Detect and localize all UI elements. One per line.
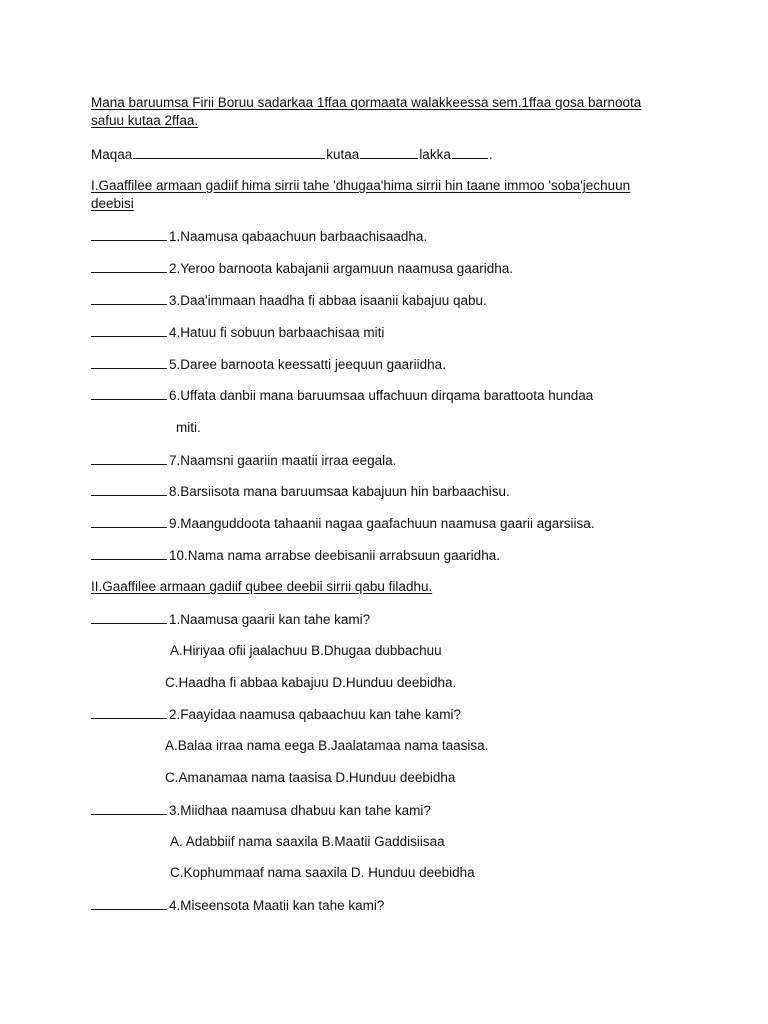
- mc-question-3: [91, 801, 431, 820]
- question-text: 2.Faayidaa naamusa qabaachuu kan tahe kami?: [169, 707, 461, 722]
- question-text: 6.Uffata danbii mana baruumsaa uffachuun dirqama barattoota hundaa: [169, 388, 594, 403]
- question-text: 2.Yeroo barnoota kabajanii argamuun naamusa gaaridha.: [169, 261, 513, 276]
- answer-blank[interactable]: [91, 514, 167, 528]
- tf-question-8: [91, 482, 510, 501]
- tf-question-9: [91, 514, 595, 533]
- answer-blank[interactable]: [91, 227, 167, 241]
- question-text: 10.Nama nama arrabse deebisanii arrabsuun gaaridha.: [169, 548, 500, 563]
- tf-question-10: [91, 546, 500, 565]
- answer-blank[interactable]: [91, 451, 167, 465]
- tf-question-7: [91, 451, 396, 470]
- answer-blank[interactable]: [91, 386, 167, 400]
- mc-question-3-options-cd: C.Kophummaaf nama saaxila D. Hunduu deebidha: [170, 865, 475, 880]
- tf-question-3: [91, 291, 487, 310]
- answer-blank[interactable]: [91, 482, 167, 496]
- answer-blank[interactable]: [91, 801, 167, 815]
- mc-question-4: [91, 896, 384, 915]
- tf-question-4: [91, 323, 384, 342]
- tf-question-6: [91, 386, 593, 405]
- question-text: 8.Barsiisota mana baruumsaa kabajuun hin barbaachisu.: [169, 484, 510, 499]
- student-info-row: [91, 145, 493, 164]
- question-text: 7.Naamsni gaariin maatii irraa eegala.: [169, 453, 397, 468]
- answer-blank[interactable]: [91, 705, 167, 719]
- grade-label: kutaa: [326, 147, 360, 162]
- heading-line-1: Mana baruumsa Firii Boruu sadarkaa 1ffaa qormaata walakkeessa sem.1ffaa gosa barnoota: [91, 95, 642, 110]
- mc-question-1-options-cd: C.Haadha fi abbaa kabajuu D.Hunduu deebidha.: [165, 675, 457, 690]
- name-label: Maqaa: [91, 147, 133, 162]
- mc-question-1: [91, 610, 370, 629]
- tf-question-2: [91, 259, 513, 278]
- answer-blank[interactable]: [91, 291, 167, 305]
- heading-line-2: safuu kutaa 2ffaa.: [91, 113, 199, 128]
- tf-question-5: [91, 355, 446, 374]
- tf-question-6-continuation: miti.: [176, 420, 201, 435]
- question-text: 4.Miseensota Maatii kan tahe kami?: [169, 898, 385, 913]
- question-text: 1.Naamusa gaarii kan tahe kami?: [169, 612, 371, 627]
- answer-blank[interactable]: [91, 896, 167, 910]
- answer-blank[interactable]: [91, 546, 167, 560]
- section2-instruction: II.Gaaffilee armaan gadiif qubee deebii sirrii qabu filadhu.: [91, 579, 433, 594]
- section1-instruction-line-1: I.Gaaffilee armaan gadiif hima sirrii tahe 'dhugaa'hima sirrii hin taane immoo 'soba'jechuun: [91, 178, 631, 193]
- mc-question-2: [91, 705, 461, 724]
- answer-blank[interactable]: [91, 610, 167, 624]
- question-text: 9.Maanguddoota tahaanii nagaa gaafachuun naamusa gaarii agarsiisa.: [169, 516, 595, 531]
- mc-question-3-options-ab: A. Adabbiif nama saaxila B.Maatii Gaddisiisaa: [170, 834, 445, 849]
- question-text: 1.Naamusa qabaachuun barbaachisaadha.: [169, 229, 428, 244]
- name-blank[interactable]: [133, 145, 325, 159]
- answer-blank[interactable]: [91, 259, 167, 273]
- mc-question-2-options-ab: A.Balaa irraa nama eega B.Jaalatamaa nama taasisa.: [165, 738, 489, 753]
- mc-question-1-options-ab: A.Hiriyaa ofii jaalachuu B.Dhugaa dubbachuu: [170, 643, 442, 658]
- question-text: 3.Daa'immaan haadha fi abbaa isaanii kabajuu qabu.: [169, 293, 487, 308]
- number-label: lakka: [419, 147, 451, 162]
- info-end: .: [488, 147, 493, 162]
- question-text: 5.Daree barnoota keessatti jeequun gaariidha.: [169, 357, 446, 372]
- section1-instruction-line-2: deebisi: [91, 196, 134, 211]
- answer-blank[interactable]: [91, 323, 167, 337]
- number-blank[interactable]: [452, 145, 488, 159]
- mc-question-2-options-cd: C.Amanamaa nama taasisa D.Hunduu deebidha: [165, 770, 456, 785]
- answer-blank[interactable]: [91, 355, 167, 369]
- question-text: 3.Miidhaa naamusa dhabuu kan tahe kami?: [169, 803, 431, 818]
- question-text: 4.Hatuu fi sobuun barbaachisaa miti: [169, 325, 385, 340]
- grade-blank[interactable]: [360, 145, 418, 159]
- tf-question-1: [91, 227, 427, 246]
